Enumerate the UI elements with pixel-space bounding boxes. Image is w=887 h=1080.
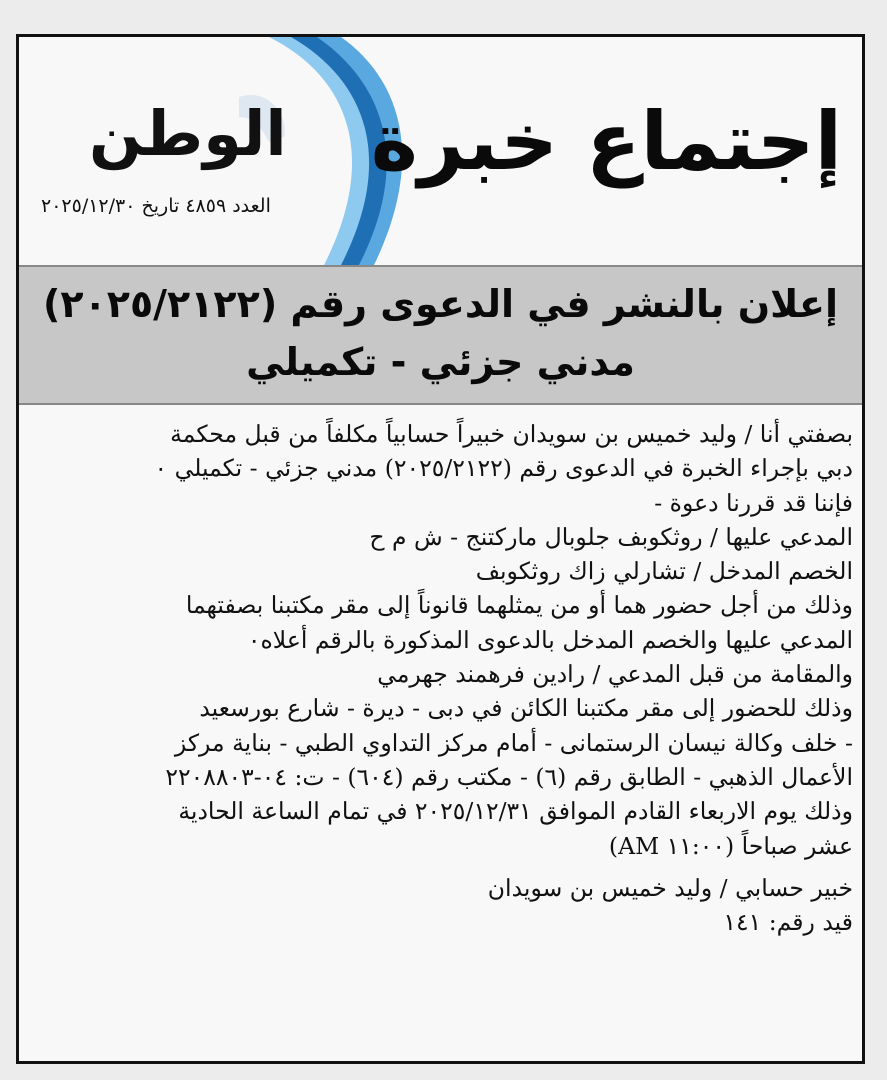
- body-line: - خلف وكالة نيسان الرستمانى - أمام مركز التداوي الطبي - بناية مركز: [174, 728, 853, 757]
- notice-heading-band: [19, 265, 862, 405]
- newspaper-logo-text: الوطن: [89, 97, 287, 170]
- body-line: بصفتي أنا / وليد خميس بن سويدان خبيراً حسابياً مكلفاً من قبل محكمة: [170, 420, 853, 448]
- page-title: إجتماع خبرة: [370, 95, 842, 188]
- notice-heading-line-2: مدني جزئي - تكميلي: [246, 340, 635, 384]
- body-line: دبي بإجراء الخبرة في الدعوى رقم (٢٠٢٥/٢١٢٢) مدني جزئي - تكميلي ٠: [154, 454, 853, 483]
- issue-line: العدد ٤٨٥٩ تاريخ ٢٠٢٥/١٢/٣٠: [41, 195, 271, 217]
- body-line: والمقامة من قبل المدعي / رادين فرهمند جهرمي: [377, 660, 853, 689]
- body-line: وذلك من أجل حضور هما أو من يمثلهما قانوناً إلى مقر مكتبنا بصفتهما: [185, 591, 853, 620]
- body-line: فإننا قد قررنا دعوة -: [654, 488, 853, 517]
- signature-line: خبير حسابي / وليد خميس بن سويدان: [487, 873, 853, 902]
- body-line: وذلك يوم الاربعاء القادم الموافق ٢٠٢٥/١٢/٣١ في تمام الساعة الحادية: [178, 797, 853, 826]
- notice-header: [19, 37, 862, 265]
- notice-body: [27, 417, 853, 939]
- body-line: عشر صباحاً (١١:٠٠ AM): [608, 831, 853, 860]
- notice-heading-line-1: إعلان بالنشر في الدعوى رقم (٢٠٢٥/٢١٢٢): [43, 282, 838, 326]
- body-line: المدعي عليها / روثكوبف جلوبال ماركتنج - ش م ح: [369, 522, 853, 551]
- body-line: المدعي عليها والخصم المدخل بالدعوى المذكورة بالرقم أعلاه٠: [247, 625, 853, 654]
- registration-line: قيد رقم: ١٤١: [723, 908, 853, 937]
- body-line: وذلك للحضور إلى مقر مكتبنا الكائن في دبى - ديرة - شارع بورسعيد: [199, 694, 853, 723]
- notice-frame: [16, 34, 865, 1064]
- body-line: الأعمال الذهبي - الطابق رقم (٦) - مكتب رقم (٦٠٤) - ت: ٠٤-٢٢٠٨٨٠٣: [165, 762, 853, 791]
- body-line: الخصم المدخل / تشارلي زاك روثكوبف: [475, 557, 853, 586]
